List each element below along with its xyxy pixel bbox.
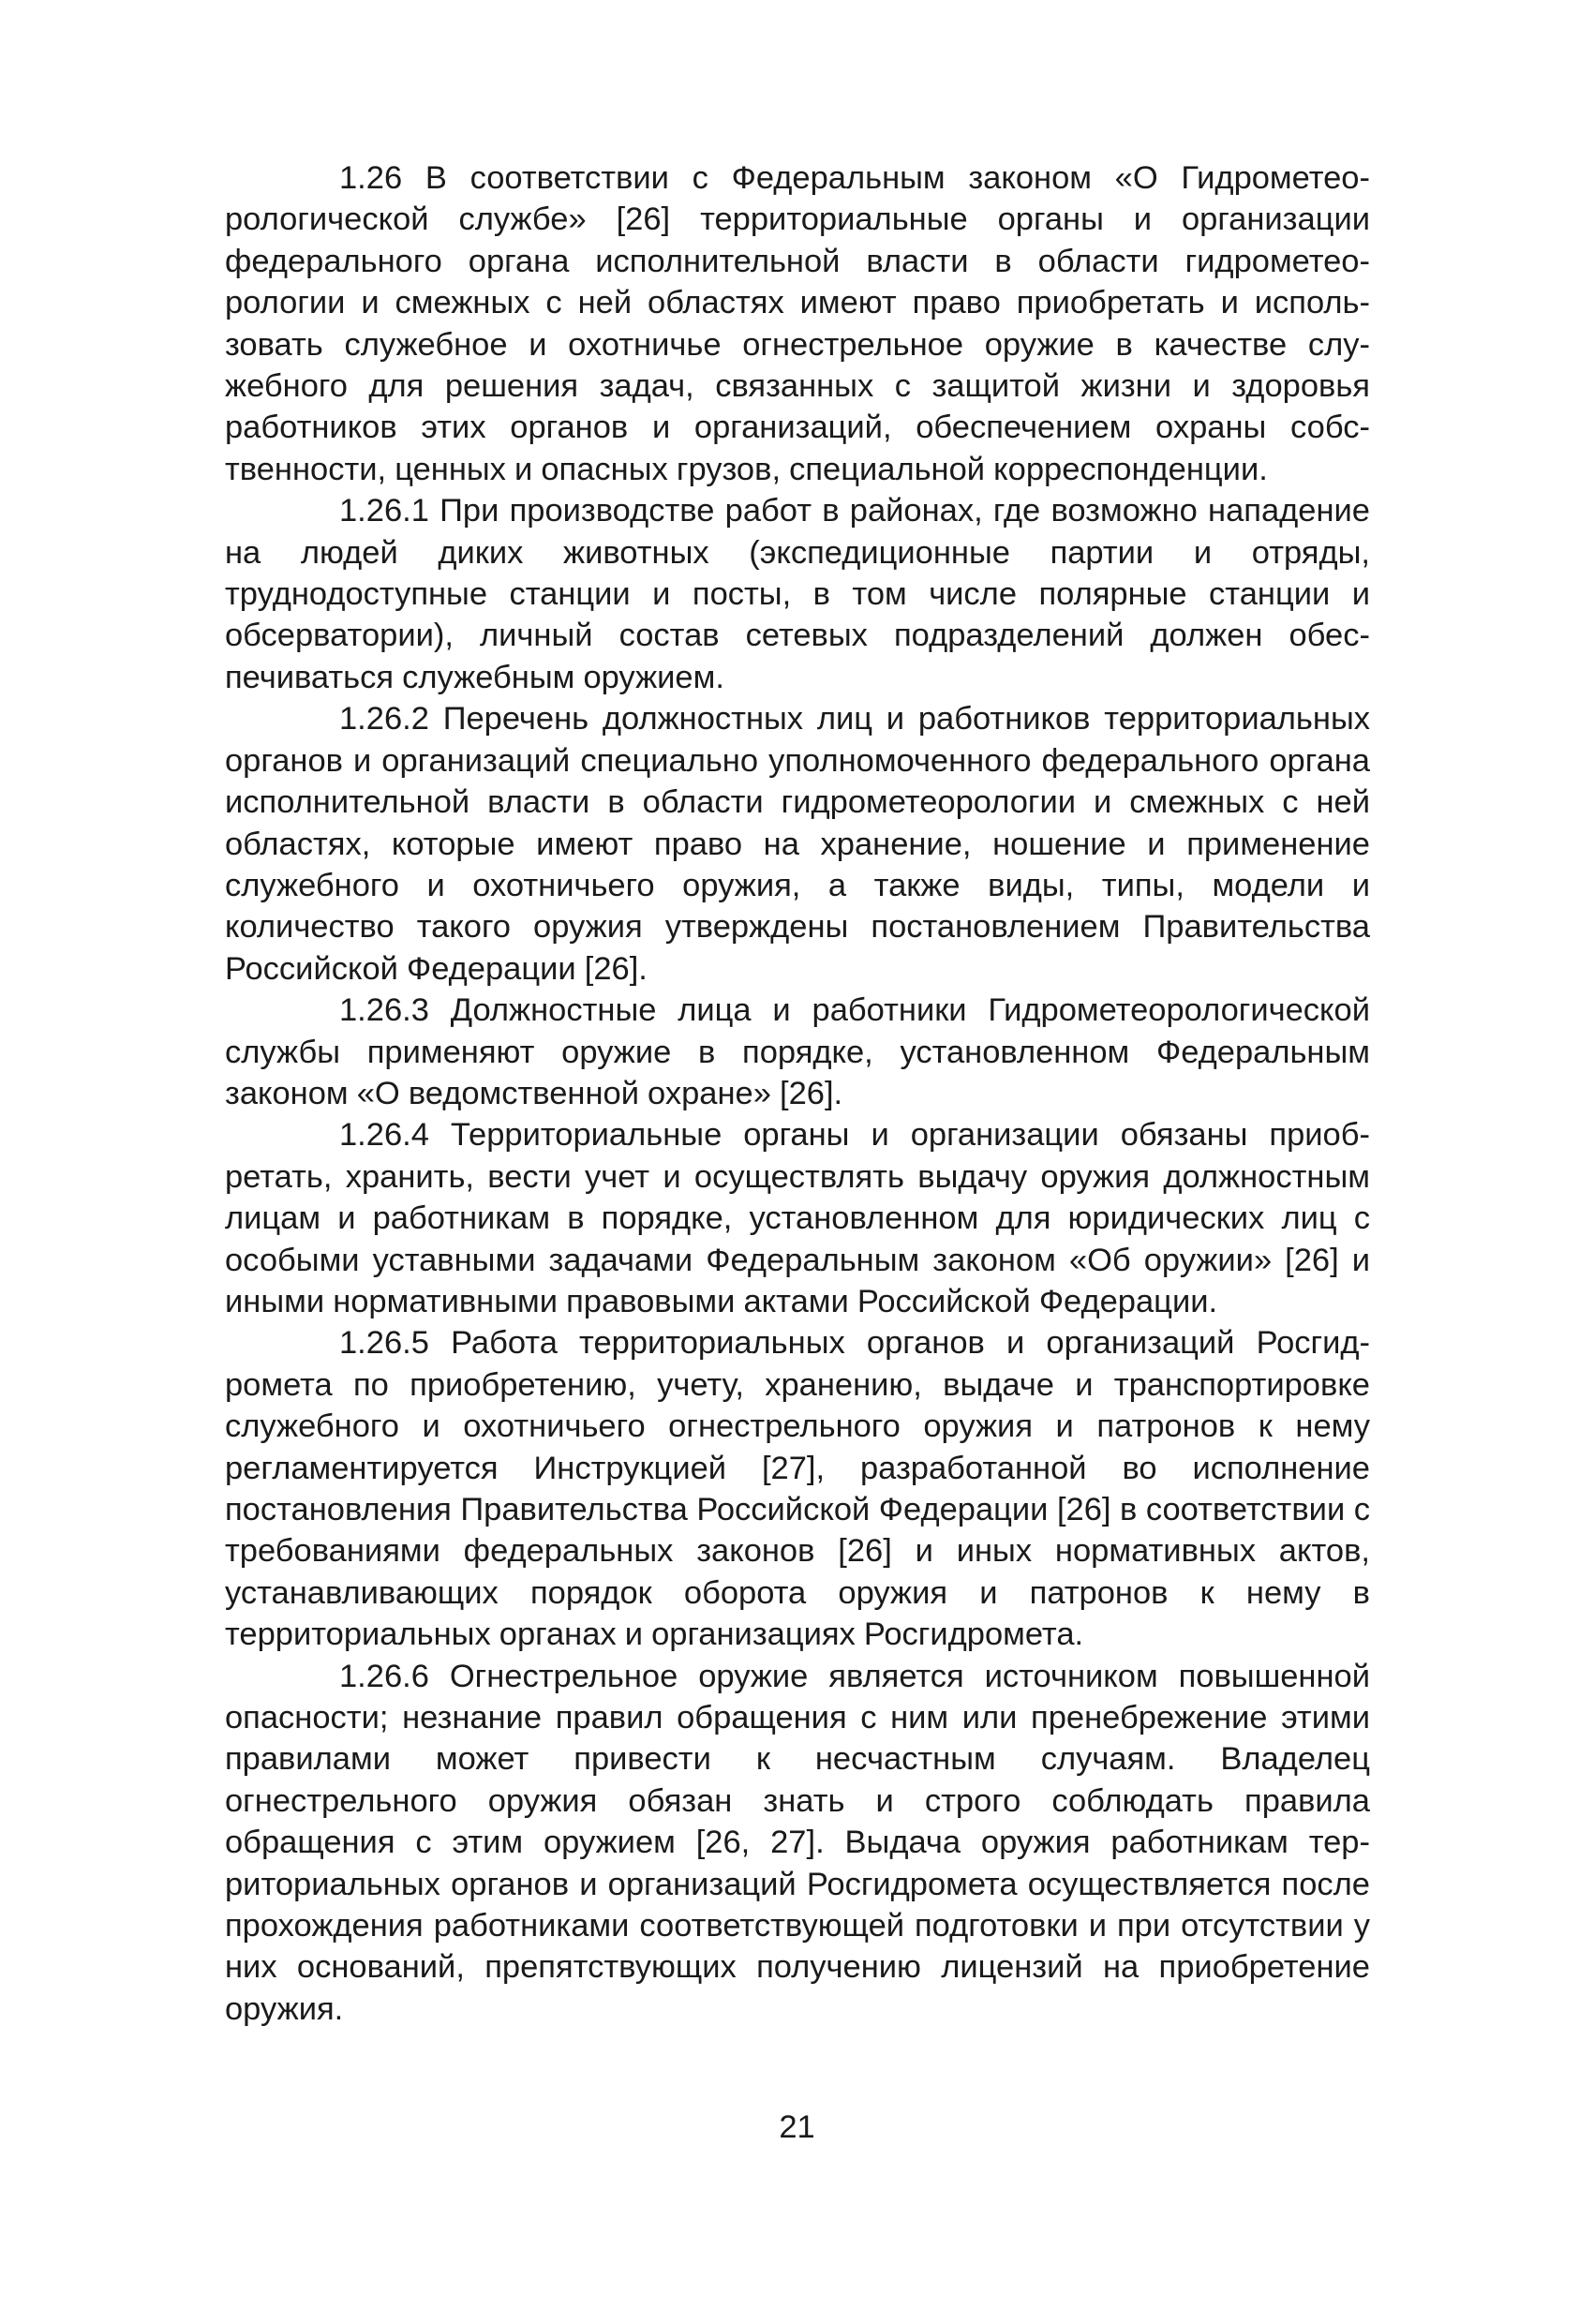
paragraph-1-26-6: 1.26.6 Огнестрельное оружие является источником повышенной опасности; незнание правил обращения с ним или пренебрежение этими правилами может привести к несчастным случаям. Владелец огнестрельного оружия обязан знать и строго соблюдать правила обращения с этим оружием [26, 27]. Выдача оружия работникам территориальных органов и организаций Росгидромета осуществляется после прохождения работниками соответствующей подготовки и при отсутствии у них оснований, препятствующих получению лицензий на приобретение оружия. [225, 1658, 1370, 2027]
paragraph-1-26-5: 1.26.5 Работа территориальных органов и организаций Росгидромета по приобретению, учету, хранению, выдаче и транспортировке служебного и охотничьего огнестрельного оружия и патронов к нему регламентируется Инструкцией [27], разработанной во исполнение постановления Правительства Российской Федерации [26] в соответствии с требованиями федеральных законов [26] и иных нормативных актов, устанавливающих порядок оборота оружия и патронов к нему в территориальных органах и организациях Росгидромета. [225, 1325, 1370, 1653]
document-body [225, 157, 1370, 2030]
paragraph-1-26-1: 1.26.1 При производстве работ в районах, где возможно нападение на людей диких животных (экспедиционные партии и отряды, труднодоступные станции и посты, в том числе полярные станции и обсерватории), личный состав сетевых подразделений должен обеспечиваться служебным оружием. [225, 493, 1370, 695]
page-number: 21 [779, 2109, 815, 2145]
paragraph-1-26-3: 1.26.3 Должностные лица и работники Гидрометеорологической службы применяют оружие в порядке, установленном Федеральным законом «О ведомственной охране» [26]. [225, 992, 1370, 1111]
paragraph-1-26: 1.26 В соответствии с Федеральным законом «О Гидрометеорологической службе» [26] территориальные органы и организации федерального органа исполнительной власти в области гидрометеорологии и смежных с ней областях имеют право приобретать и использовать служебное и охотничье огнестрельное оружие в качестве служебного для решения задач, связанных с защитой жизни и здоровья работников этих органов и организаций, обеспечением охраны собственности, ценных и опасных грузов, специальной корреспонденции. [225, 160, 1370, 487]
paragraph-1-26-2: 1.26.2 Перечень должностных лиц и работников территориальных органов и организаций специально уполномоченного федерального органа исполнительной власти в области гидрометеорологии и смежных с ней областях, которые имеют право на хранение, ношение и применение служебного и охотничьего оружия, а также виды, типы, модели и количество такого оружия утверждены постановлением Правительства Российской Федерации [26]. [225, 701, 1370, 987]
paragraph-1-26-4: 1.26.4 Территориальные органы и организации обязаны приобретать, хранить, вести учет и осуществлять выдачу оружия должностным лицам и работникам в порядке, установленном для юридических лиц с особыми уставными задачами Федеральным законом «Об оружии» [26] и иными нормативными правовыми актами Российской Федерации. [225, 1117, 1370, 1319]
